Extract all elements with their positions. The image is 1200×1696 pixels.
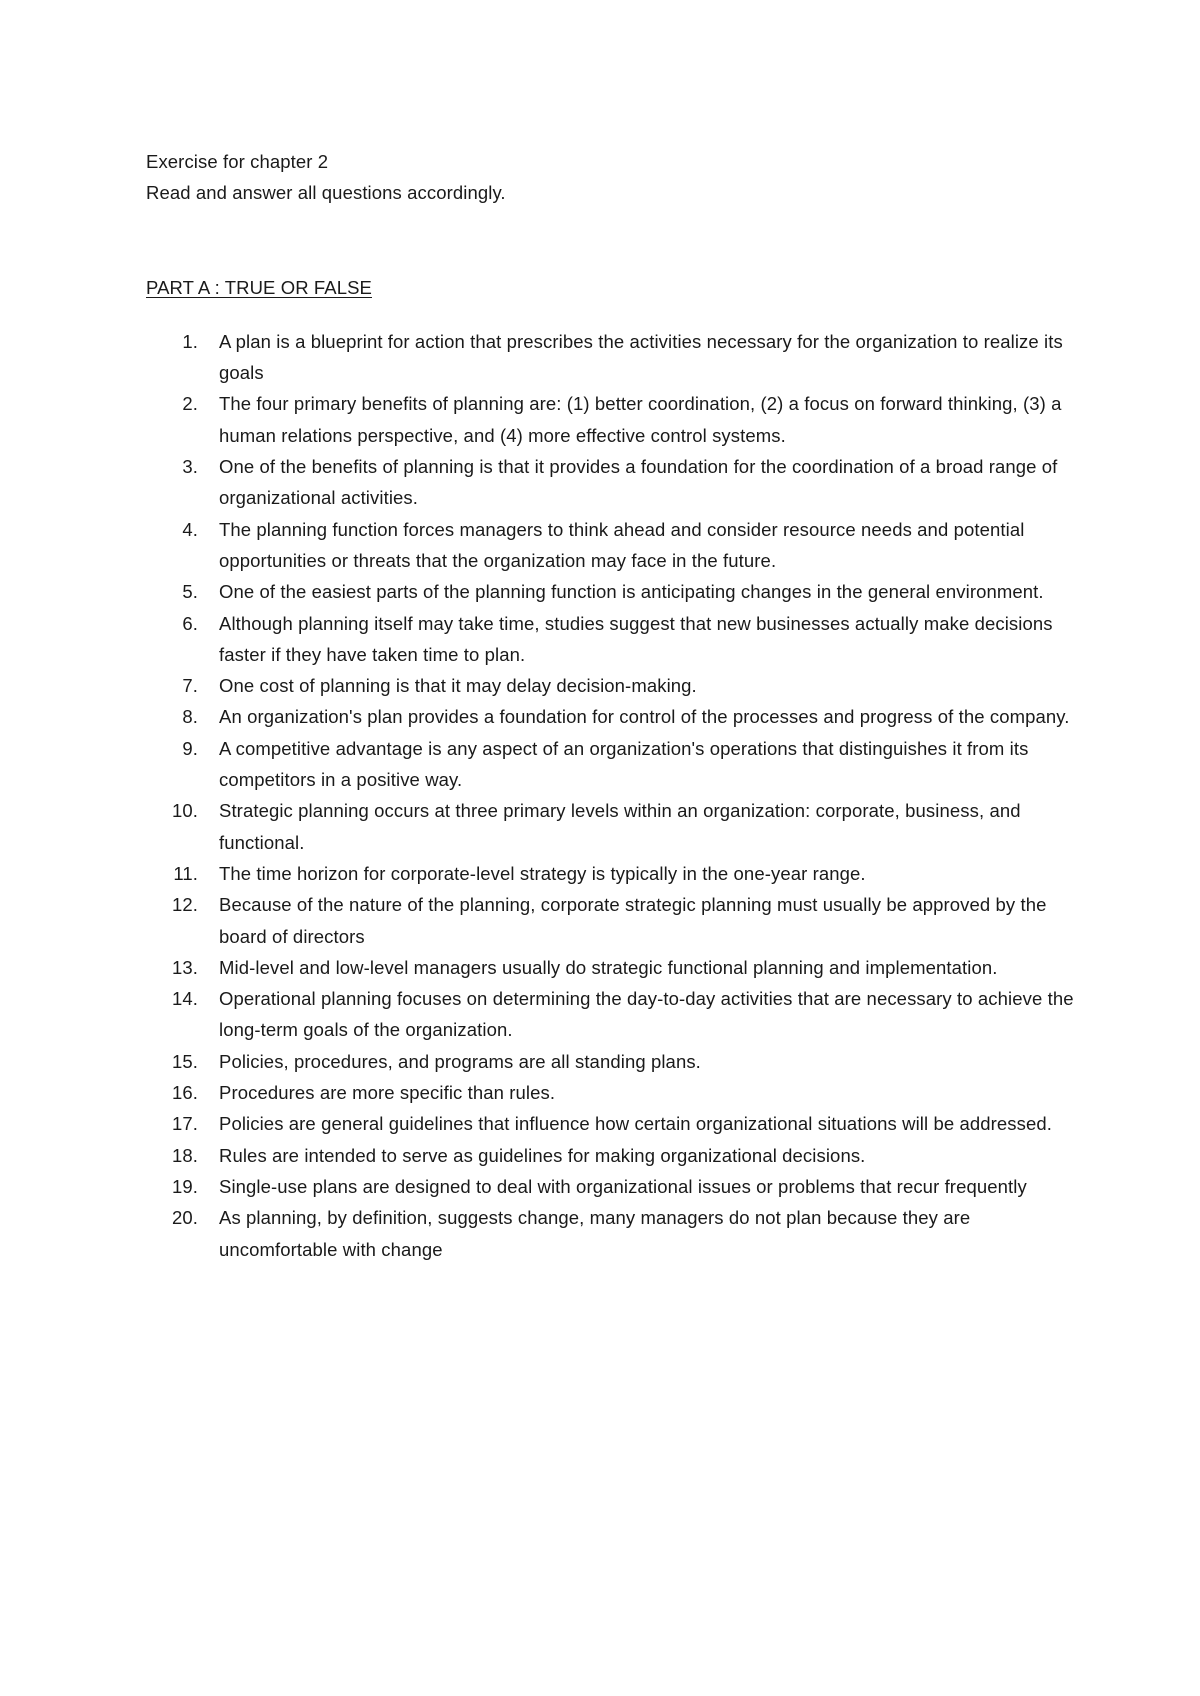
question-number: 13. bbox=[171, 956, 198, 978]
question-number: 2. bbox=[182, 393, 198, 415]
question-item bbox=[146, 1077, 1076, 1108]
question-item bbox=[146, 1108, 1076, 1139]
question-number: 14. bbox=[171, 988, 198, 1010]
question-number: 8. bbox=[182, 706, 198, 728]
question-number: 19. bbox=[171, 1175, 198, 1197]
question-text: Strategic planning occurs at three primary levels within an organization: corporate, business, and functional. bbox=[219, 800, 1021, 853]
question-text: One of the easiest parts of the planning function is anticipating changes in the general environment. bbox=[219, 581, 1044, 603]
question-text: Operational planning focuses on determining the day-to-day activities that are necessary to achieve the long-term goals of the organization. bbox=[219, 988, 1074, 1041]
question-text: The time horizon for corporate-level strategy is typically in the one-year range. bbox=[219, 862, 866, 884]
question-item bbox=[146, 451, 1076, 514]
question-text: As planning, by definition, suggests change, many managers do not plan because they are uncomfortable with change bbox=[219, 1207, 971, 1260]
question-item bbox=[146, 1171, 1076, 1202]
question-text: Policies are general guidelines that influence how certain organizational situations will be addressed. bbox=[219, 1113, 1053, 1135]
question-number: 1. bbox=[182, 330, 198, 352]
question-text: Policies, procedures, and programs are all standing plans. bbox=[219, 1050, 701, 1072]
question-text: One of the benefits of planning is that it provides a foundation for the coordination of a broad range of organizational activities. bbox=[219, 456, 1058, 509]
question-item bbox=[146, 795, 1076, 858]
question-number: 18. bbox=[171, 1144, 198, 1166]
question-text: Although planning itself may take time, studies suggest that new businesses actually make decisions faster if they have taken time to plan. bbox=[219, 612, 1053, 665]
question-text: The four primary benefits of planning are: (1) better coordination, (2) a focus on forward thinking, (3) a human relations perspective, and (4) more effective control systems. bbox=[219, 393, 1062, 446]
question-item bbox=[146, 326, 1076, 389]
question-item bbox=[146, 1202, 1076, 1265]
question-item bbox=[146, 1046, 1076, 1077]
question-number: 5. bbox=[182, 581, 198, 603]
question-number: 16. bbox=[171, 1082, 198, 1104]
document-title: Exercise for chapter 2 bbox=[146, 151, 329, 172]
question-item bbox=[146, 608, 1076, 671]
question-number: 20. bbox=[171, 1207, 198, 1229]
question-text: One cost of planning is that it may delay decision-making. bbox=[219, 675, 697, 697]
question-text: Single-use plans are designed to deal with organizational issues or problems that recur frequently bbox=[219, 1175, 1027, 1197]
question-text: Procedures are more specific than rules. bbox=[219, 1082, 556, 1104]
question-item bbox=[146, 952, 1076, 983]
question-item bbox=[146, 983, 1076, 1046]
question-number: 7. bbox=[182, 675, 198, 697]
question-item bbox=[146, 388, 1076, 451]
question-number: 10. bbox=[171, 800, 198, 822]
question-item bbox=[146, 670, 1076, 701]
question-number: 17. bbox=[171, 1113, 198, 1135]
question-text: A plan is a blueprint for action that prescribes the activities necessary for the organization to realize its goals bbox=[219, 330, 1063, 384]
question-text: An organization's plan provides a foundation for control of the processes and progress of the company. bbox=[219, 706, 1070, 728]
question-text: A competitive advantage is any aspect of an organization's operations that distinguishes it from its competitors in a positive way. bbox=[219, 737, 1029, 791]
document-instruction: Read and answer all questions accordingly. bbox=[146, 182, 506, 204]
question-number: 6. bbox=[182, 612, 198, 634]
question-text: Mid-level and low-level managers usually do strategic functional planning and implementation. bbox=[219, 956, 998, 978]
question-number: 15. bbox=[171, 1050, 198, 1072]
question-number: 3. bbox=[182, 456, 198, 478]
question-item bbox=[146, 701, 1076, 732]
question-item bbox=[146, 514, 1076, 577]
question-number: 4. bbox=[182, 518, 198, 540]
question-text: Because of the nature of the planning, corporate strategic planning must usually be approved by the board of directors bbox=[219, 894, 1047, 947]
question-item bbox=[146, 733, 1076, 796]
question-text: The planning function forces managers to think ahead and consider resource needs and potential opportunities or threats that the organization may face in the future. bbox=[219, 518, 1025, 571]
question-text: Rules are intended to serve as guidelines for making organizational decisions. bbox=[219, 1144, 866, 1166]
question-number: 9. bbox=[182, 737, 198, 759]
part-a-heading: PART A : TRUE OR FALSE bbox=[146, 276, 372, 298]
question-item bbox=[146, 889, 1076, 952]
question-number: 12. bbox=[171, 894, 198, 916]
question-list bbox=[146, 326, 1076, 1265]
document-content bbox=[146, 146, 1076, 1265]
question-number: 11. bbox=[173, 862, 198, 884]
question-item bbox=[146, 858, 1076, 889]
question-item bbox=[146, 1140, 1076, 1171]
question-item bbox=[146, 576, 1076, 607]
